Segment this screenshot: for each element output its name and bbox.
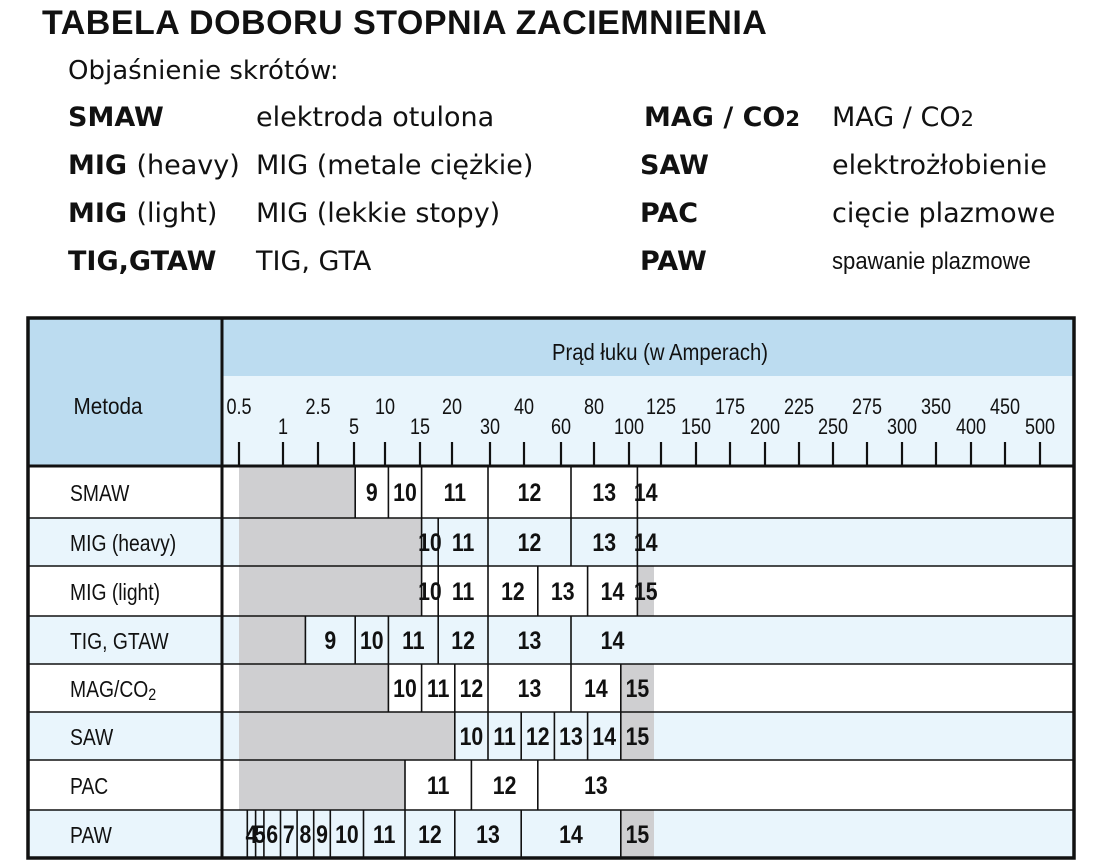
shade-cell-empty [239, 518, 422, 566]
page-title: TABELA DOBORU STOPNIA ZACIEMNIENIA [42, 4, 768, 42]
tick-label: 80 [583, 395, 605, 420]
shade-number: 10 [359, 626, 384, 655]
shade-number: 9 [316, 820, 328, 849]
table-row [28, 664, 1074, 712]
row-method-label: SMAW [69, 481, 130, 507]
legend-desc-mig-light: MIG (lekkie stopy) [256, 198, 501, 229]
tick-label: 225 [783, 395, 815, 420]
shade-number: 15 [625, 674, 650, 703]
shade-number: 10 [393, 478, 417, 507]
tick-label: 350 [920, 395, 952, 420]
shade-number: 9 [365, 478, 378, 507]
tick-label: 5 [348, 415, 360, 440]
tick-label: 60 [550, 415, 572, 440]
shade-number: 14 [559, 820, 583, 849]
tick-label: 0.5 [226, 395, 252, 420]
legend-desc-paw: spawanie plazmowe [832, 248, 1031, 275]
shade-number: 11 [426, 771, 450, 800]
table-row [28, 616, 1074, 664]
shade-cell-empty [239, 760, 405, 810]
tick-label: 175 [714, 395, 746, 420]
shade-number: 12 [418, 820, 442, 849]
shade-number: 7 [282, 820, 295, 849]
row-method-label: SAW [69, 725, 114, 751]
shade-number: 12 [525, 722, 550, 751]
tick-label: 200 [749, 415, 781, 440]
table-row [28, 712, 1074, 760]
shade-number: 13 [559, 722, 583, 751]
tick-label: 275 [851, 395, 883, 420]
shade-number: 11 [426, 674, 450, 703]
legend-desc-smaw: elektroda otulona [256, 102, 495, 133]
shade-cell-empty [239, 616, 305, 664]
tick-label: 100 [613, 415, 645, 440]
row-method-label: TIG, GTAW [69, 629, 169, 655]
shade-number: 13 [517, 674, 542, 703]
shade-number: 14 [600, 577, 625, 606]
tick-label: 15 [409, 415, 431, 440]
shade-number: 5 [253, 820, 266, 849]
row-method-label: MIG (heavy) [69, 531, 177, 557]
shade-number: 14 [633, 478, 658, 507]
tick-label: 1 [277, 415, 289, 440]
shade-number: 15 [625, 820, 650, 849]
legend-desc-tig: TIG, GTA [256, 246, 372, 277]
legend-desc-mig-heavy: MIG (metale ciężkie) [256, 150, 534, 181]
shade-number: 8 [299, 820, 312, 849]
shade-cell-empty [239, 466, 355, 518]
shade-number: 9 [324, 626, 337, 655]
row-method-label: MIG (light) [69, 580, 161, 606]
legend-desc-pac: cięcie plazmowe [832, 198, 1056, 229]
row-method-label: MAG/CO2 [69, 677, 157, 705]
legend-abbr-smaw: SMAW [68, 102, 164, 133]
shade-number: 13 [550, 577, 575, 606]
shade-number: 10 [335, 820, 359, 849]
row-method-label: PAW [69, 823, 112, 849]
legend-abbr-mig-heavy: MIG (heavy) [68, 150, 240, 181]
shade-number: 14 [584, 674, 608, 703]
table-row [28, 466, 1074, 518]
shade-cell-empty [239, 712, 455, 760]
shade-number: 12 [492, 771, 517, 800]
shade-number: 14 [600, 626, 625, 655]
tick-label: 500 [1024, 415, 1056, 440]
shade-number: 13 [476, 820, 500, 849]
shade-cell-empty [239, 664, 388, 712]
legend-abbr-mig-light: MIG (light) [68, 198, 218, 229]
tick-label: 300 [886, 415, 918, 440]
method-header: Metoda [73, 392, 143, 420]
shade-number: 6 [266, 820, 279, 849]
shade-number: 13 [592, 528, 617, 557]
legend-abbr-mag: MAG / CO2 [644, 102, 800, 133]
shade-number: 13 [517, 626, 542, 655]
row-method-label: PAC [69, 774, 109, 800]
shade-number: 14 [633, 528, 658, 557]
shade-number: 12 [451, 626, 475, 655]
legend-heading: Objaśnienie skrótów: [68, 56, 339, 86]
shade-number: 4 [245, 820, 258, 849]
shade-number: 11 [443, 478, 467, 507]
table-row [28, 518, 1074, 566]
shade-number: 15 [633, 577, 658, 606]
table-row [28, 810, 1074, 858]
tick-label: 450 [989, 395, 1021, 420]
shade-number: 12 [517, 478, 542, 507]
tick-label: 20 [441, 395, 463, 420]
shade-number: 15 [625, 722, 650, 751]
legend-abbr-pac: PAC [640, 198, 699, 229]
shade-number: 10 [418, 528, 442, 557]
tick-label: 125 [645, 395, 677, 420]
shade-number: 12 [517, 528, 542, 557]
legend-desc-saw: elektrożłobienie [832, 150, 1047, 181]
shade-number: 11 [402, 626, 425, 655]
shade-number: 12 [501, 577, 525, 606]
shade-cell-empty [239, 566, 422, 616]
table-row [28, 760, 1074, 810]
tick-label: 40 [513, 395, 535, 420]
tick-label: 2.5 [305, 395, 331, 420]
shade-number: 11 [451, 577, 475, 606]
shade-number: 12 [459, 674, 484, 703]
tick-label: 250 [817, 415, 849, 440]
shade-number: 10 [393, 674, 417, 703]
tick-label: 400 [955, 415, 987, 440]
legend-desc-mag: MAG / CO2 [832, 102, 974, 133]
legend-abbr-paw: PAW [640, 246, 707, 277]
shade-number: 11 [373, 820, 396, 849]
shade-number: 14 [592, 722, 617, 751]
current-header: Prąd łuku (w Amperach) [552, 338, 768, 366]
shade-number: 10 [418, 577, 442, 606]
legend-abbr-saw: SAW [640, 150, 709, 181]
shade-number: 13 [584, 771, 608, 800]
shade-number: 13 [592, 478, 617, 507]
shade-number: 10 [459, 722, 484, 751]
shade-number: 11 [493, 722, 516, 751]
tick-label: 150 [680, 415, 712, 440]
shade-number: 11 [451, 528, 475, 557]
legend-abbr-tig: TIG,GTAW [68, 246, 217, 277]
tick-label: 30 [479, 415, 501, 440]
tick-label: 10 [374, 395, 396, 420]
